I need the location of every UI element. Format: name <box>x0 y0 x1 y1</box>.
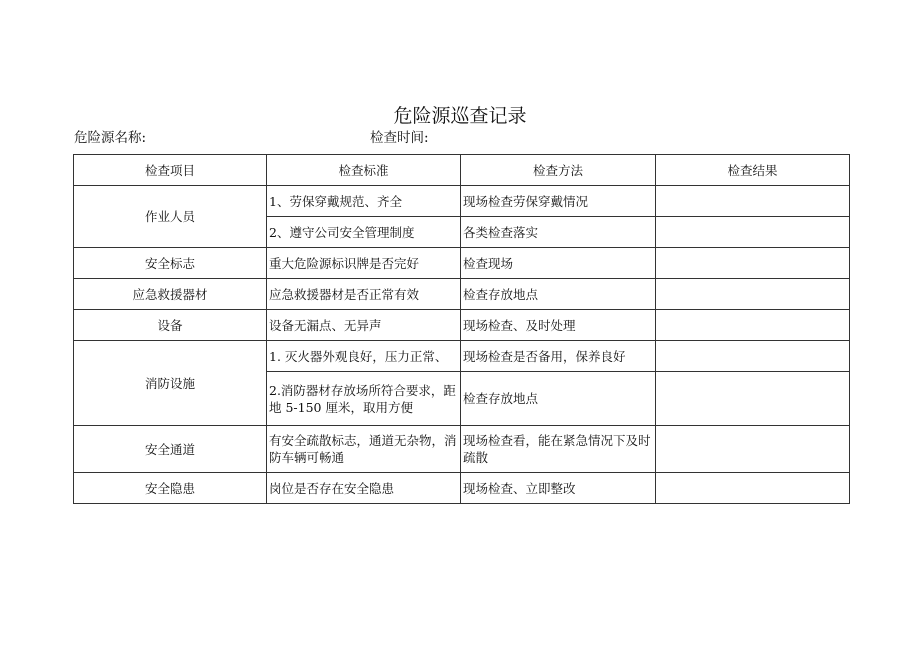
table-row <box>74 341 850 372</box>
result-cell[interactable] <box>656 279 850 310</box>
standard-cell: 设备无漏点、无异声 <box>267 310 461 341</box>
header-result: 检查结果 <box>656 155 850 186</box>
result-cell[interactable] <box>656 186 850 217</box>
table-row <box>74 279 850 310</box>
table-row <box>74 248 850 279</box>
standard-cell: 1. 灭火器外观良好，压力正常、 <box>267 341 461 372</box>
check-item-cell: 安全隐患 <box>74 473 267 504</box>
method-cell: 现场检查是否备用，保养良好 <box>461 341 656 372</box>
standard-cell: 岗位是否存在安全隐患 <box>267 473 461 504</box>
check-item-cell: 应急救援器材 <box>74 279 267 310</box>
standard-cell: 有安全疏散标志，通道无杂物，消防车辆可畅通 <box>267 426 461 473</box>
table-row <box>74 310 850 341</box>
method-cell: 现场检查劳保穿戴情况 <box>461 186 656 217</box>
method-cell: 检查现场 <box>461 248 656 279</box>
standard-cell: 应急救援器材是否正常有效 <box>267 279 461 310</box>
check-item-cell: 安全通道 <box>74 426 267 473</box>
method-cell: 检查存放地点 <box>461 372 656 426</box>
method-cell: 现场检查看，能在紧急情况下及时疏散 <box>461 426 656 473</box>
table-row <box>74 426 850 473</box>
standard-cell: 2、遵守公司安全管理制度 <box>267 217 461 248</box>
check-item-cell: 安全标志 <box>74 248 267 279</box>
result-cell[interactable] <box>656 473 850 504</box>
method-cell: 现场检查、立即整改 <box>461 473 656 504</box>
header-item: 检查项目 <box>74 155 267 186</box>
method-cell: 检查存放地点 <box>461 279 656 310</box>
method-cell: 现场检查、及时处理 <box>461 310 656 341</box>
result-cell[interactable] <box>656 372 850 426</box>
hazard-name-label: 危险源名称: <box>74 130 147 146</box>
check-item-cell: 作业人员 <box>74 186 267 248</box>
result-cell[interactable] <box>656 310 850 341</box>
page-title: 危险源巡查记录 <box>393 105 527 127</box>
inspection-time-label: 检查时间: <box>370 130 429 146</box>
header-standard: 检查标准 <box>267 155 461 186</box>
check-item-cell: 设备 <box>74 310 267 341</box>
method-cell: 各类检查落实 <box>461 217 656 248</box>
table-row <box>74 473 850 504</box>
result-cell[interactable] <box>656 426 850 473</box>
table-row <box>74 186 850 217</box>
standard-cell: 2.消防器材存放场所符合要求，距地 5-150 厘米，取用方便 <box>267 372 461 426</box>
standard-cell: 1、劳保穿戴规范、齐全 <box>267 186 461 217</box>
table-header-row <box>74 155 850 186</box>
result-cell[interactable] <box>656 248 850 279</box>
result-cell[interactable] <box>656 217 850 248</box>
header-method: 检查方法 <box>461 155 656 186</box>
inspection-table <box>73 154 850 504</box>
result-cell[interactable] <box>656 341 850 372</box>
check-item-cell: 消防设施 <box>74 341 267 426</box>
standard-cell: 重大危险源标识牌是否完好 <box>267 248 461 279</box>
